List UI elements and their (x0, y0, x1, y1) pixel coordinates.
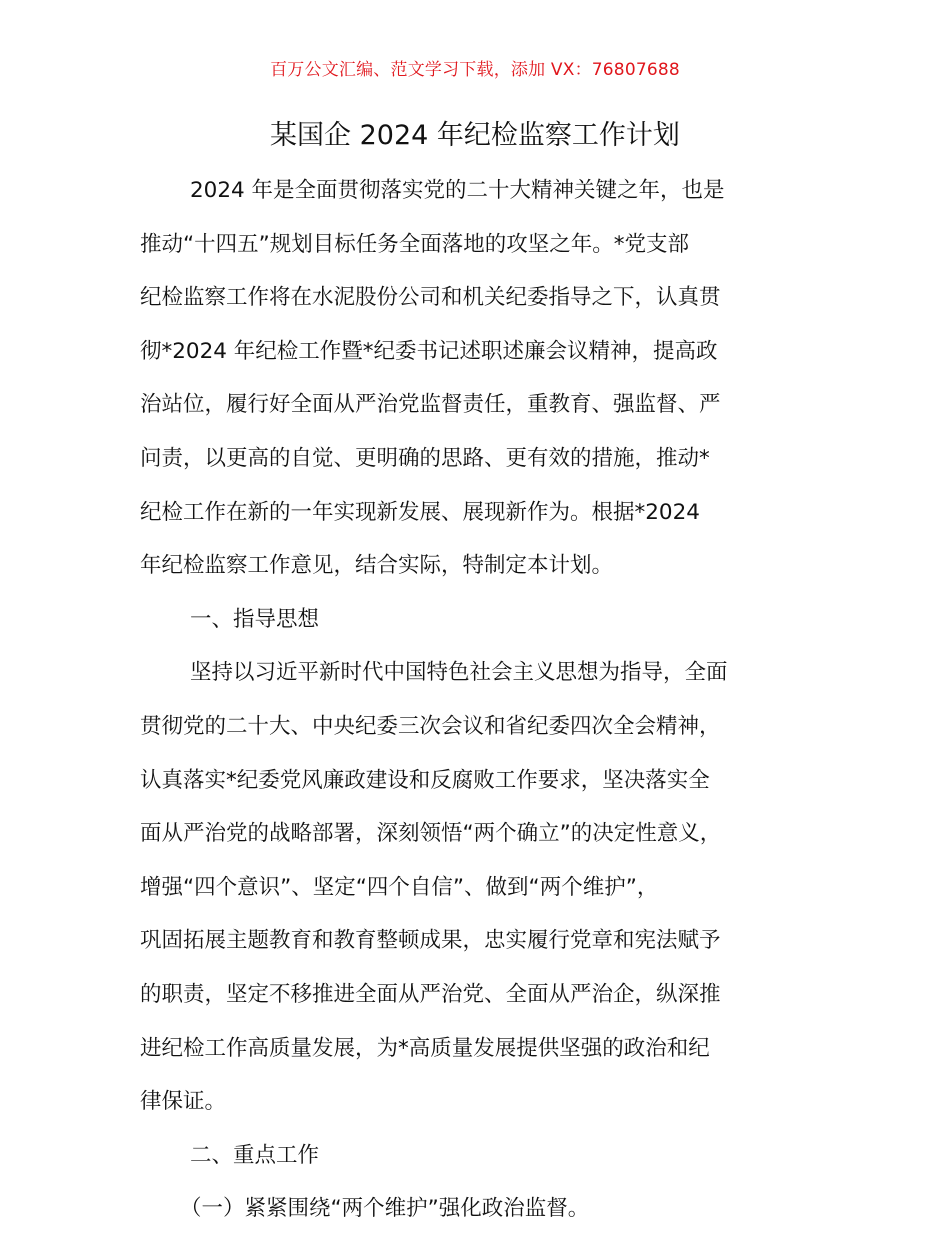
section-heading-guiding-thought: 一、指导思想 (190, 606, 320, 632)
text-line: 彻*2024 年纪检工作暨*纪委书记述职述廉会议精神，提高政 (140, 338, 718, 364)
guiding-thought-paragraph (140, 654, 830, 1136)
text-line: 年纪检监察工作意见，结合实际，特制定本计划。 (140, 553, 614, 579)
text-line: 的职责，坚定不移推进全面从严治党、全面从严治企，纵深推 (140, 981, 721, 1007)
text-line: 纪检监察工作将在水泥股份公司和机关纪委指导之下，认真贯 (140, 285, 721, 311)
text-line: 贯彻党的二十大、中央纪委三次会议和省纪委四次全会精神， (140, 713, 721, 739)
intro-paragraph (140, 172, 830, 601)
document-body (140, 172, 830, 1244)
text-line: 面从严治党的战略部署，深刻领悟“两个确立”的决定性意义， (140, 821, 722, 847)
text-line: 进纪检工作高质量发展，为*高质量发展提供坚强的政治和纪 (140, 1035, 710, 1061)
document-title: 某国企 2024 年纪检监察工作计划 (270, 120, 680, 151)
watermark-banner: 百万公文汇编、范文学习下载，添加 VX：76807688 (270, 60, 680, 80)
text-line: 治站位，履行好全面从严治党监督责任，重教育、强监督、严 (140, 392, 721, 418)
section-heading-key-work: 二、重点工作 (190, 1142, 320, 1168)
text-line: 巩固拓展主题教育和教育整顿成果，忠实履行党章和宪法赋予 (140, 928, 721, 954)
text-line: 坚持以习近平新时代中国特色社会主义思想为指导，全面 (190, 660, 728, 686)
text-line: 律保证。 (140, 1089, 227, 1115)
text-line: 增强“四个意识”、坚定“四个自信”、做到“两个维护”， (140, 874, 659, 900)
text-line: 推动“十四五”规划目标任务全面落地的攻坚之年。*党支部 (140, 231, 690, 257)
text-line: 纪检工作在新的一年实现新发展、展现新作为。根据*2024 (140, 499, 700, 525)
text-line: 问责，以更高的自觉、更明确的思路、更有效的措施，推动* (140, 445, 710, 471)
subsection-heading-political-supervision: （一）紧紧围绕“两个维护”强化政治监督。 (180, 1196, 590, 1222)
text-line: 2024 年是全面贯彻落实党的二十大精神关键之年，也是 (190, 178, 725, 203)
text-line: 认真落实*纪委党风廉政建设和反腐败工作要求，坚决落实全 (140, 767, 710, 793)
